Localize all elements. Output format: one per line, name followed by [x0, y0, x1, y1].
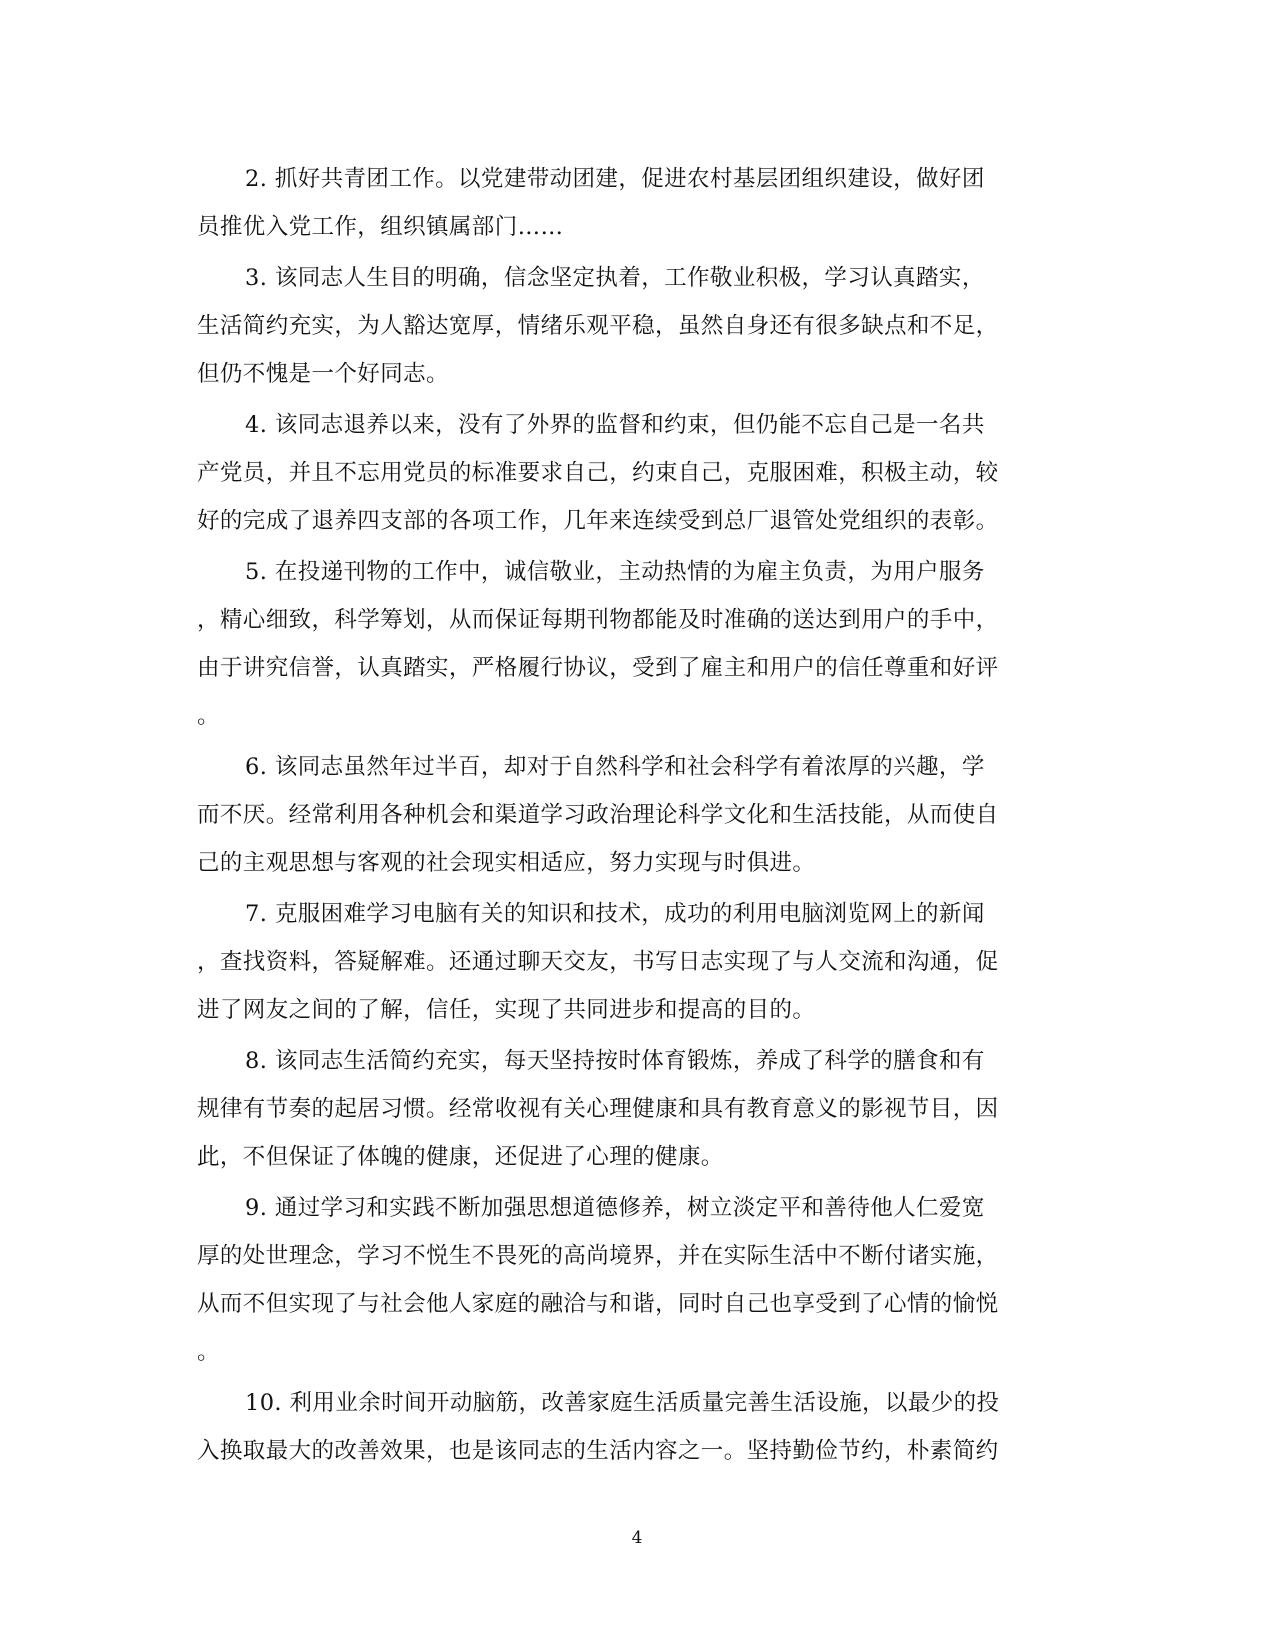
paragraph-line: 厚的处世理念，学习不悦生不畏死的高尚境界，并在实际生活中不断付诸实施，	[197, 1243, 999, 1269]
paragraph-line: 2. 抓好共青团工作。以党建带动团建，促进农村基层团组织建设，做好团	[245, 166, 985, 192]
paragraph-line: ，精心细致，科学筹划，从而保证每期刊物都能及时准确的送达到用户的手中，	[197, 607, 999, 633]
paragraph-line: 5. 在投递刊物的工作中，诚信敬业，主动热情的为雇主负责，为用户服务	[245, 559, 985, 585]
paragraph-line: 3. 该同志人生目的明确，信念坚定执着，工作敬业积极，学习认真踏实，	[245, 265, 985, 291]
paragraph-3	[197, 254, 1077, 398]
paragraph-line: 此，不但保证了体魄的健康，还促进了心理的健康。	[197, 1144, 724, 1170]
paragraph-line: 员推优入党工作，组织镇属部门……	[197, 214, 564, 240]
paragraph-7	[197, 890, 1077, 1034]
paragraph-5	[197, 548, 1077, 740]
paragraph-line: 8. 该同志生活简约充实，每天坚持按时体育锻炼，养成了科学的膳食和有	[245, 1048, 985, 1074]
paragraph-line: 己的主观思想与客观的社会现实相适应，努力实现与时俱进。	[197, 850, 816, 876]
paragraph-line: 10. 利用业余时间开动脑筋，改善家庭生活质量完善生活设施，以最少的投	[245, 1390, 1000, 1416]
paragraph-line: 入换取最大的改善效果，也是该同志的生活内容之一。坚持勤俭节约，朴素简约	[197, 1438, 999, 1464]
paragraph-line: 6. 该同志虽然年过半百，却对于自然科学和社会科学有着浓厚的兴趣，学	[245, 754, 985, 780]
paragraph-line: 进了网友之间的了解，信任，实现了共同进步和提高的目的。	[197, 997, 816, 1023]
document-body	[197, 155, 1077, 1475]
paragraph-line: 好的完成了退养四支部的各项工作，几年来连续受到总厂退管处党组织的表彰。	[197, 508, 999, 534]
paragraph-line: 4. 该同志退养以来，没有了外界的监督和约束，但仍能不忘自己是一名共	[245, 412, 985, 438]
paragraph-line: 生活简约充实，为人豁达宽厚，情绪乐观平稳，虽然自身还有很多缺点和不足，	[197, 313, 999, 339]
paragraph-line: 从而不但实现了与社会他人家庭的融洽与和谐，同时自己也享受到了心情的愉悦	[197, 1291, 999, 1317]
page-number: 4	[631, 1528, 643, 1548]
paragraph-line: 7. 克服困难学习电脑有关的知识和技术，成功的利用电脑浏览网上的新闻	[245, 901, 985, 927]
paragraph-8	[197, 1037, 1077, 1181]
paragraph-line: 由于讲究信誉，认真踏实，严格履行协议，受到了雇主和用户的信任尊重和好评	[197, 655, 999, 681]
paragraph-line: 而不厌。经常利用各种机会和渠道学习政治理论科学文化和生活技能，从而使自	[197, 802, 999, 828]
paragraph-2	[197, 155, 1077, 251]
paragraph-4	[197, 401, 1077, 545]
paragraph-line: 但仍不愧是一个好同志。	[197, 361, 449, 387]
paragraph-9	[197, 1184, 1077, 1376]
paragraph-line: ，查找资料，答疑解难。还通过聊天交友，书写日志实现了与人交流和沟通，促	[197, 949, 999, 975]
paragraph-line: 产党员，并且不忘用党员的标准要求自己，约束自己，克服困难，积极主动，较	[197, 460, 999, 486]
paragraph-10	[197, 1379, 1077, 1475]
paragraph-line: 规律有节奏的起居习惯。经常收视有关心理健康和具有教育意义的影视节目，因	[197, 1096, 999, 1122]
paragraph-line: 。	[197, 703, 220, 729]
paragraph-line: 9. 通过学习和实践不断加强思想道德修养，树立淡定平和善待他人仁爱宽	[245, 1195, 985, 1221]
paragraph-6	[197, 743, 1077, 887]
paragraph-line: 。	[197, 1339, 220, 1365]
